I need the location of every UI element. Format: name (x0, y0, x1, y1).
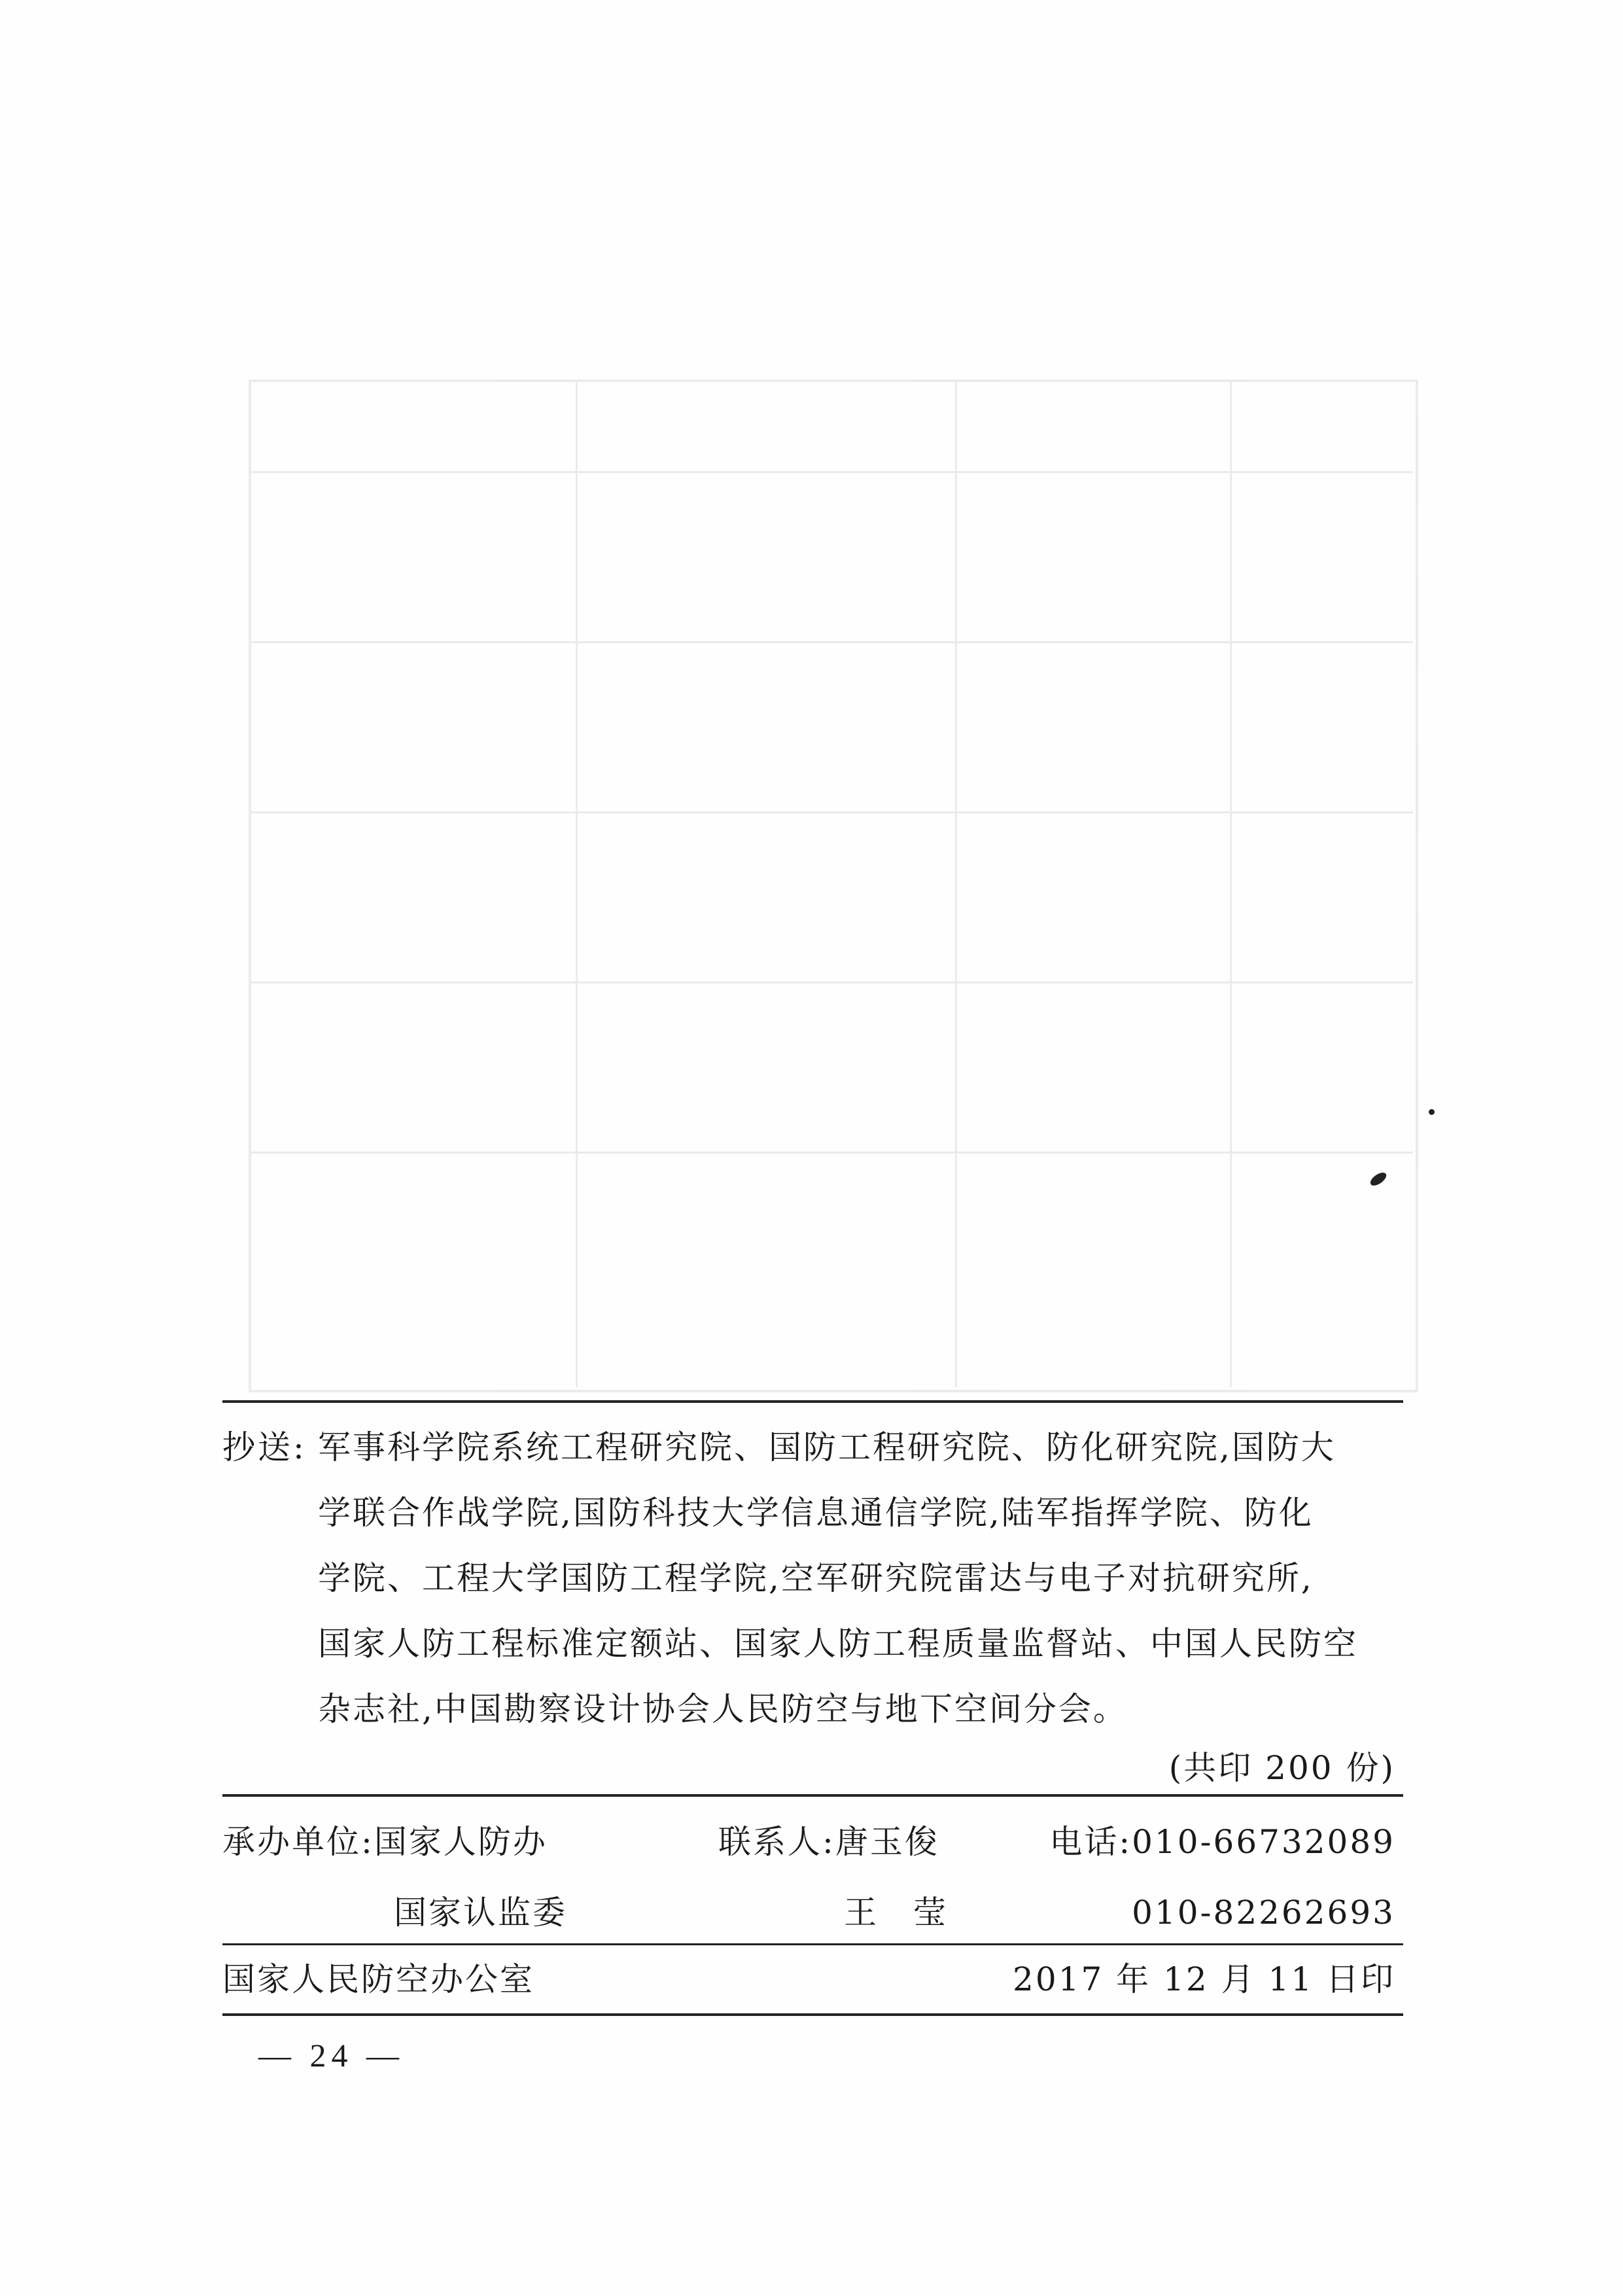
sponsor-unit: 承办单位:国家人防办 (222, 1823, 548, 1861)
bleed-table-frame (249, 380, 1418, 1392)
distribution-section (222, 1400, 1403, 2016)
contact-phone-2: 010-82262693 (1132, 1894, 1395, 1932)
cc-label: 抄送: (222, 1428, 307, 1466)
sponsor-unit-2: 国家认监委 (394, 1894, 567, 1932)
bleed-table-rule (249, 811, 1413, 813)
sponsor-line (222, 1883, 1403, 1942)
cc-line: 军事科学院系统工程研究院、国防工程研究院、防化研究院,国防大 (318, 1428, 1336, 1466)
cc-line: 杂志社,中国勘察设计协会人民防空与地下空间分会。 (318, 1690, 1128, 1728)
cc-recipients (318, 1415, 1403, 1742)
bleed-table-rule (249, 471, 1413, 473)
sponsor-block (222, 1797, 1403, 1943)
cc-block (222, 1403, 1403, 1742)
contact-person-2: 王 莹 (844, 1894, 948, 1932)
print-count: (共印 200 份) (1168, 1749, 1395, 1787)
contact-phone: 电话:010-66732089 (1049, 1823, 1395, 1861)
cc-line: 学联合作战学院,国防科技大学信息通信学院,陆军指挥学院、防化 (318, 1494, 1314, 1532)
sponsor-line (222, 1812, 1403, 1871)
issuer: 国家人民防空办公室 (222, 1960, 534, 1998)
bleed-table-rule (249, 981, 1413, 983)
print-date: 2017 年 12 月 11 日印 (1013, 1960, 1395, 1998)
cc-line: 学院、工程大学国防工程学院,空军研究院雷达与电子对抗研究所, (318, 1559, 1314, 1597)
bottom-rule (222, 2013, 1403, 2016)
ink-mark (1429, 1109, 1435, 1115)
bleed-table-rule (249, 641, 1413, 643)
ink-mark (1369, 1170, 1389, 1188)
issuer-line (222, 1945, 1403, 2013)
bleed-table-rule (249, 1152, 1413, 1154)
bleed-table-rule (576, 380, 578, 1387)
page-number: — 24 — (258, 2037, 404, 2074)
bleed-table-rule (1230, 380, 1232, 1387)
contact-person: 联系人:唐玉俊 (718, 1823, 939, 1861)
bleed-table-rule (955, 380, 957, 1387)
cc-line: 国家人防工程标准定额站、国家人防工程质量监督站、中国人民防空 (318, 1625, 1358, 1663)
bleed-through-table (209, 236, 1413, 1387)
